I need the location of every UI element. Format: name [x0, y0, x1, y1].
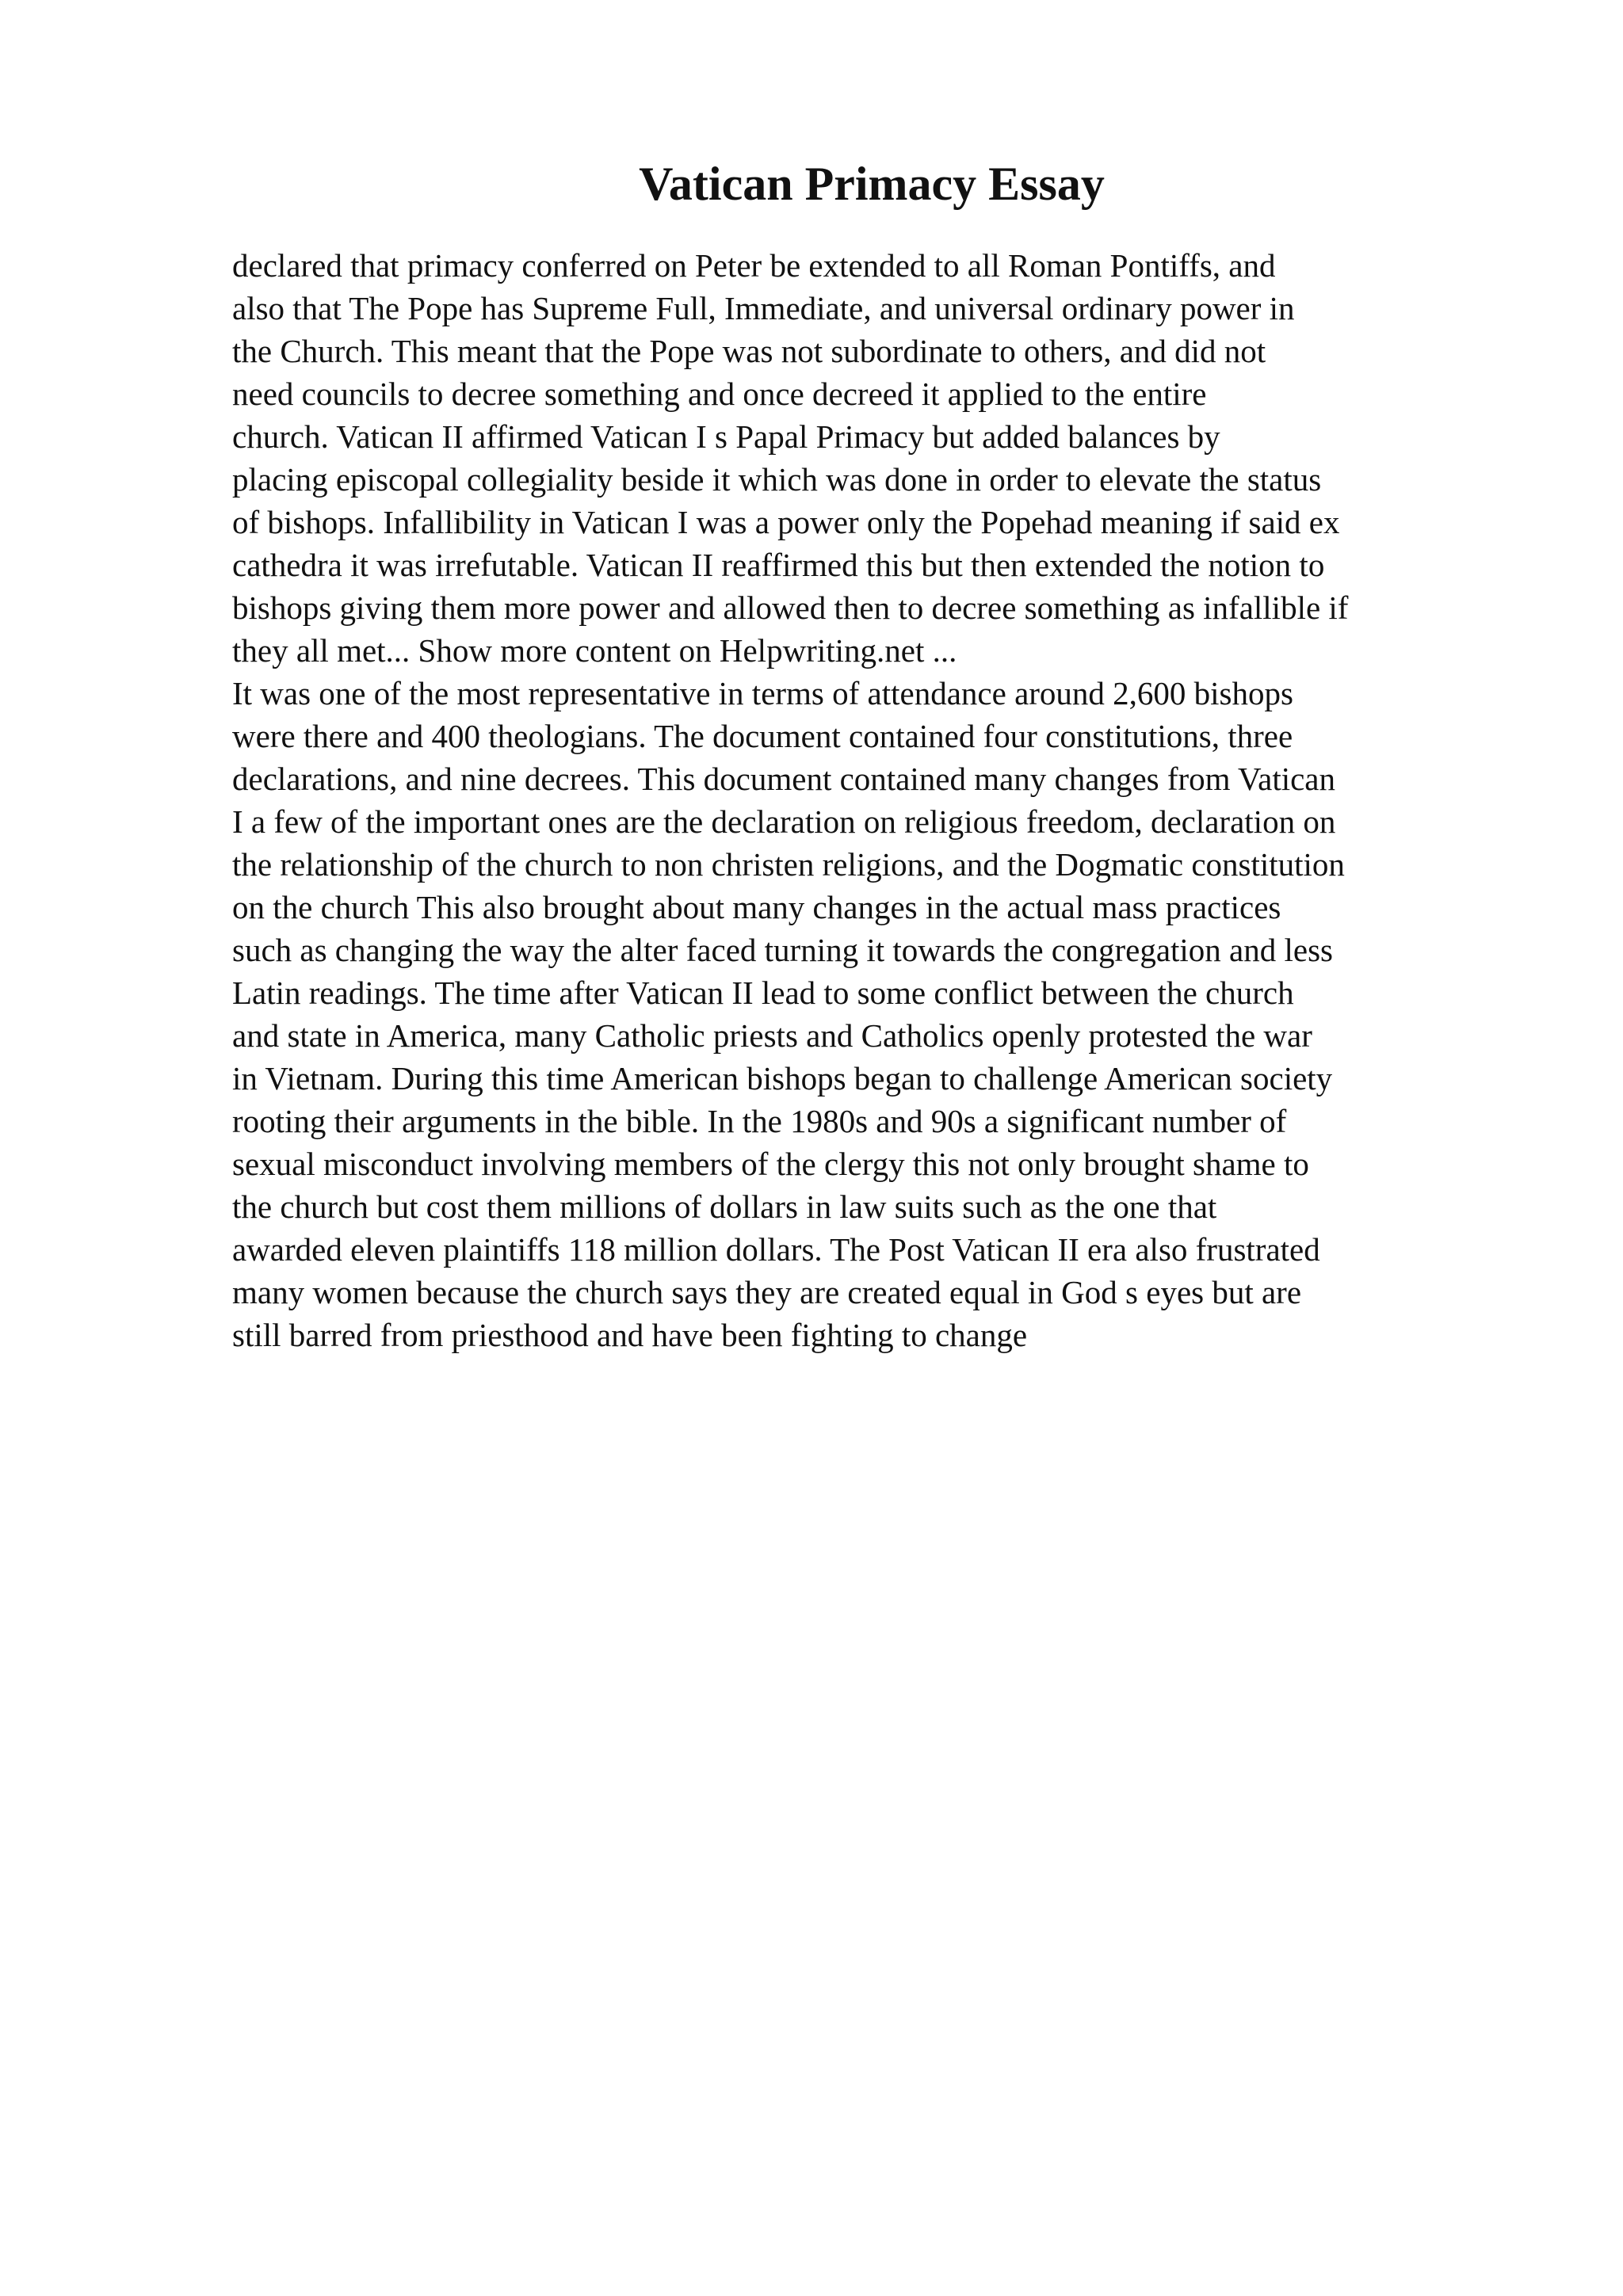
body-line: also that The Pope has Supreme Full, Immediate, and universal ordinary power in — [232, 290, 1295, 326]
body-line: on the church This also brought about many changes in the actual mass practices — [232, 889, 1281, 925]
body-line: sexual misconduct involving members of the clergy this not only brought shame to — [232, 1146, 1309, 1182]
body-line: awarded eleven plaintiffs 118 million dollars. The Post Vatican II era also frustrated — [232, 1231, 1320, 1268]
body-line: It was one of the most representative in terms of attendance around 2,600 bishops — [232, 675, 1293, 711]
body-line: Latin readings. The time after Vatican II lead to some conflict between the church — [232, 974, 1294, 1011]
body-line: declarations, and nine decrees. This document contained many changes from Vatican — [232, 761, 1335, 797]
body-line: the church but cost them millions of dollars in law suits such as the one that — [232, 1188, 1217, 1225]
document-body — [232, 244, 1611, 1356]
body-line: placing episcopal collegiality beside it which was done in order to elevate the status — [232, 461, 1322, 498]
body-line-with-link[interactable]: they all met... Show more content on Helpwriting.net ... — [232, 632, 957, 669]
body-line: in Vietnam. During this time American bishops began to challenge American society — [232, 1060, 1333, 1097]
body-line: of bishops. Infallibility in Vatican I was a power only the Popehad meaning if said ex — [232, 504, 1340, 540]
body-line: church. Vatican II affirmed Vatican I s Papal Primacy but added balances by — [232, 418, 1220, 455]
body-line: such as changing the way the alter faced turning it towards the congregation and less — [232, 932, 1333, 968]
body-line: still barred from priesthood and have been fighting to change — [232, 1317, 1028, 1353]
body-line: many women because the church says they are created equal in God s eyes but are — [232, 1274, 1302, 1310]
body-line: need councils to decree something and once decreed it applied to the entire — [232, 376, 1207, 412]
body-line: I a few of the important ones are the declaration on religious freedom, declaration on — [232, 803, 1336, 840]
body-line: were there and 400 theologians. The document contained four constitutions, three — [232, 718, 1293, 754]
document-title: Vatican Primacy Essay — [639, 158, 1105, 210]
body-line: and state in America, many Catholic priests and Catholics openly protested the war — [232, 1017, 1312, 1054]
body-line: cathedra it was irrefutable. Vatican II reaffirmed this but then extended the notion to — [232, 547, 1325, 583]
body-line: the relationship of the church to non christen religions, and the Dogmatic constitution — [232, 846, 1345, 883]
body-line: the Church. This meant that the Pope was not subordinate to others, and did not — [232, 333, 1266, 369]
body-line: declared that primacy conferred on Peter be extended to all Roman Pontiffs, and — [232, 247, 1276, 284]
body-line: bishops giving them more power and allowed then to decree something as infallible if — [232, 589, 1349, 626]
body-line: rooting their arguments in the bible. In the 1980s and 90s a significant number of — [232, 1103, 1287, 1139]
